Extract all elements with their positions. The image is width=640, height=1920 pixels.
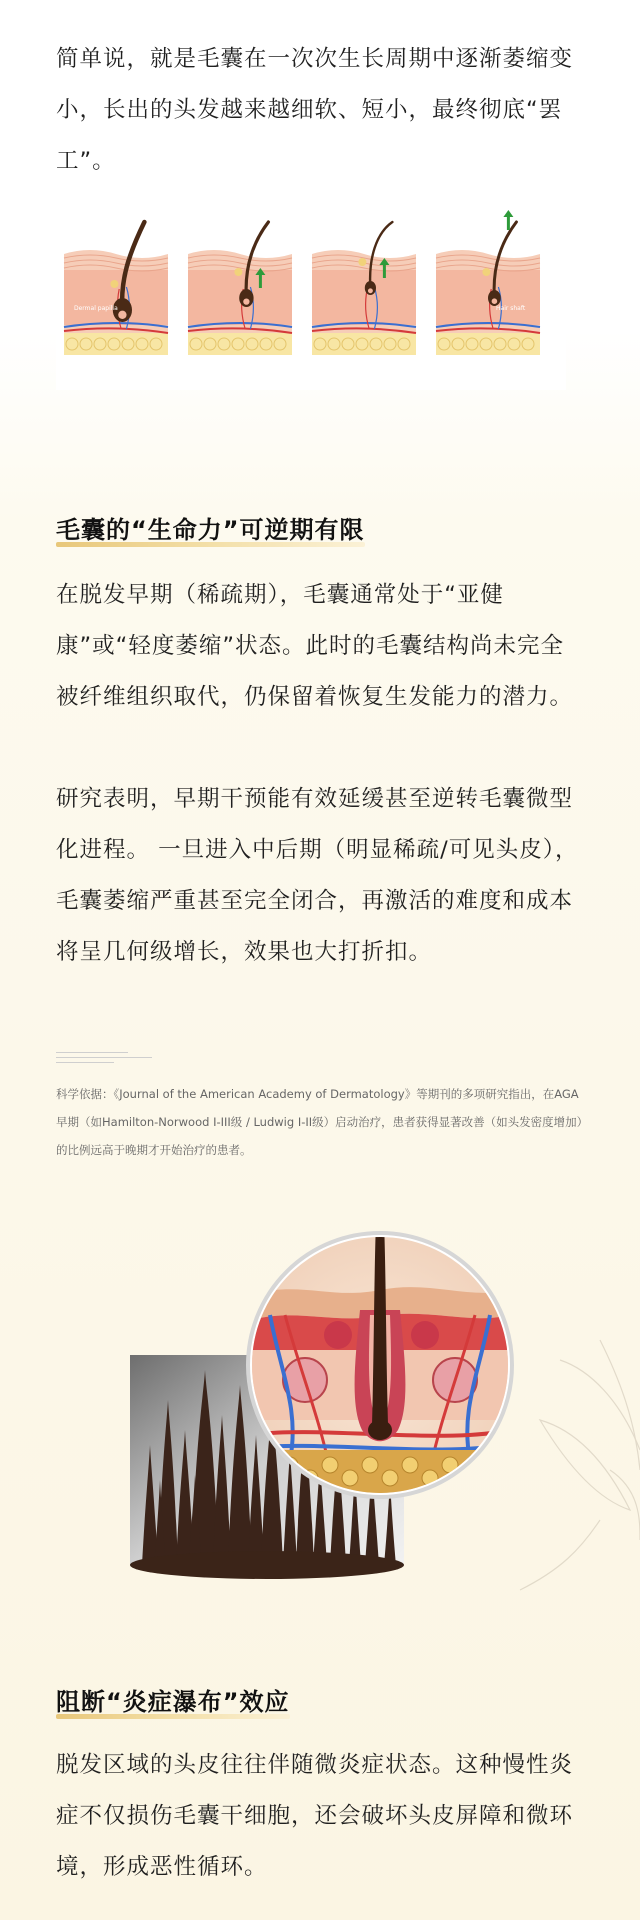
intro-paragraph: 简单说，就是毛囊在一次次生长周期中逐渐萎缩变小，长出的头发越来越细软、短小，最终彻底“罢工”。 xyxy=(56,46,574,174)
reference-divider xyxy=(56,1052,152,1067)
section1-paragraph-2: 研究表明，早期干预能有效延缓甚至逆转毛囊微型化进程。 一旦进入中后期（明显稀疏/可见头皮），毛囊萎缩严重甚至完全闭合，再激活的难度和成本将呈几何级增长，效果也大打折扣。 xyxy=(56,786,579,965)
lily-decoration xyxy=(520,1340,640,1590)
section2-paragraph-1: 脱发区域的头皮往往伴随微炎症状态。这种慢性炎症不仅损伤毛囊干细胞，还会破坏头皮屏障和微环境，形成恶性循环。 xyxy=(56,1752,574,1880)
diagram-label: Hair shaft xyxy=(496,305,526,312)
follicle-miniaturization-diagram xyxy=(56,230,566,390)
section-heading-inflammation-cascade: 阻断“炎症瀑布”效应 xyxy=(56,1682,290,1717)
section1-paragraph-1: 在脱发早期（稀疏期），毛囊通常处于“亚健康”或“轻度萎缩”状态。此时的毛囊结构尚未完全被纤维组织取代，仍保留着恢复生发能力的潜力。 xyxy=(56,582,574,710)
section-heading-reversible-period: 毛囊的“生命力”可逆期有限 xyxy=(56,510,365,545)
diagram-label: Dermal papilla xyxy=(74,305,118,312)
reference-note: 科学依据：《Journal of the American Academy of Dermatology》等期刊的多项研究指出，在AGA早期（如Hamilton-Norwood I-III级 / Ludwig I-II级）启动治疗，患者获得显著改善（如头发密度增加）的比例远高于晚期才开始治疗的患者。 xyxy=(56,1087,583,1157)
scalp-cross-section-illustration xyxy=(0,1220,640,1600)
